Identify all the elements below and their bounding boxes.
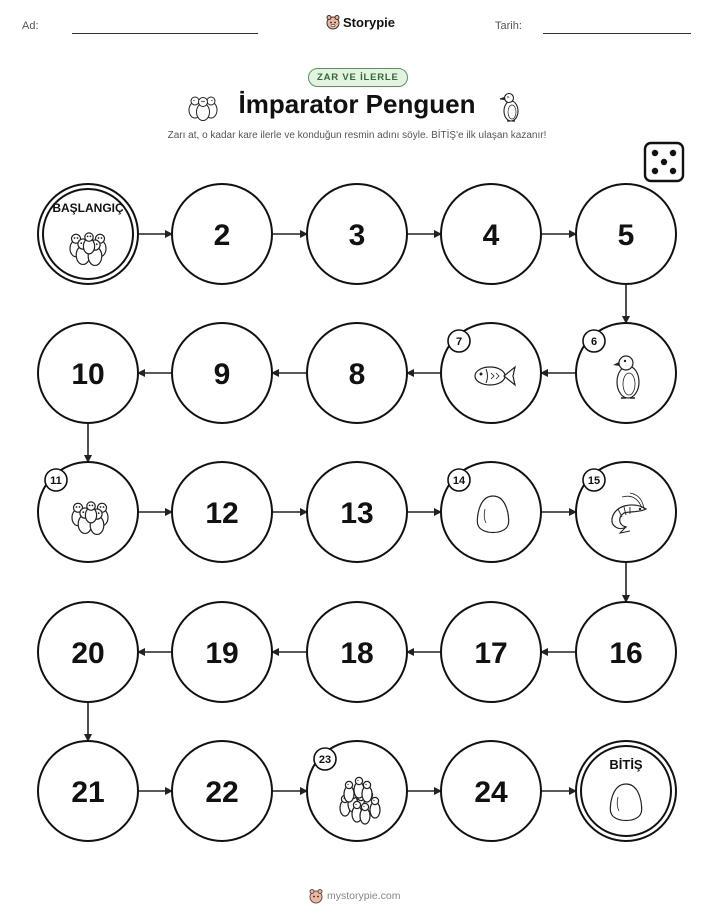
board-square[interactable]: [441, 323, 541, 423]
board-square[interactable]: [38, 741, 138, 841]
square-number: 3: [348, 219, 366, 252]
board-square[interactable]: [441, 462, 541, 562]
egg-icon: [477, 496, 508, 533]
instructions: Zarı at, o kadar kare ilerle ve konduğun resmin adını söyle. BİTİŞ'e ilk ulaşan kazanır!: [167, 130, 547, 141]
square-number: 21: [71, 776, 105, 809]
board-square[interactable]: [172, 184, 272, 284]
square-number: 18: [340, 637, 374, 670]
square-number: 2: [213, 219, 231, 252]
square-badge: [583, 330, 605, 352]
square-number: 16: [609, 637, 643, 670]
finish-label: BİTİŞ: [609, 757, 643, 772]
square-badge: [45, 469, 67, 491]
badge-number: 23: [318, 754, 332, 766]
square-number: 9: [213, 358, 231, 391]
activity-tag: ZAR VE İLERLE: [308, 68, 408, 87]
badge-number: 7: [455, 336, 463, 348]
board-square[interactable]: [307, 323, 407, 423]
board-square[interactable]: [172, 462, 272, 562]
board-square[interactable]: [307, 602, 407, 702]
board-square[interactable]: [576, 184, 676, 284]
date-label: Tarih:: [495, 20, 522, 32]
square-badge: [448, 469, 470, 491]
square-number: 24: [474, 776, 508, 809]
brand-name: Storypie: [343, 14, 396, 30]
square-badge: [583, 469, 605, 491]
page-title: İmparator Penguen: [238, 89, 476, 119]
square-number: 5: [617, 219, 635, 252]
square-number: 20: [71, 637, 105, 670]
square-number: 22: [205, 776, 239, 809]
board-square[interactable]: [38, 462, 138, 562]
square-number: 19: [205, 637, 239, 670]
board-square[interactable]: [441, 184, 541, 284]
board-square[interactable]: [441, 741, 541, 841]
storypie-mascot-icon: [309, 888, 323, 904]
badge-number: 15: [587, 475, 601, 487]
footer: [309, 888, 401, 904]
egg-icon: [610, 784, 641, 821]
square-number: 13: [340, 497, 374, 530]
badge-number: 14: [452, 475, 466, 487]
board-square[interactable]: [38, 602, 138, 702]
board-square[interactable]: [307, 462, 407, 562]
badge-number: 6: [590, 336, 598, 348]
board-square[interactable]: [307, 741, 407, 841]
board-square[interactable]: [172, 741, 272, 841]
finish-square[interactable]: [576, 741, 676, 841]
square-number: 10: [71, 358, 105, 391]
board-square[interactable]: [307, 184, 407, 284]
badge-number: 11: [50, 475, 62, 487]
square-number: 8: [348, 358, 366, 391]
start-label: BAŞLANGIÇ: [52, 201, 124, 215]
square-number: 4: [482, 219, 500, 252]
square-badge: [448, 330, 470, 352]
board-square[interactable]: [576, 462, 676, 562]
square-badge: [314, 748, 336, 770]
board-square[interactable]: [576, 323, 676, 423]
start-square[interactable]: [38, 184, 138, 284]
board-square[interactable]: [441, 602, 541, 702]
board-square[interactable]: [576, 602, 676, 702]
name-label: Ad:: [22, 20, 39, 32]
footer-site: mystorypie.com: [327, 890, 401, 902]
board-square[interactable]: [38, 323, 138, 423]
board-square[interactable]: [172, 602, 272, 702]
board-square[interactable]: [172, 323, 272, 423]
square-number: 17: [474, 637, 508, 670]
square-number: 12: [205, 497, 239, 530]
